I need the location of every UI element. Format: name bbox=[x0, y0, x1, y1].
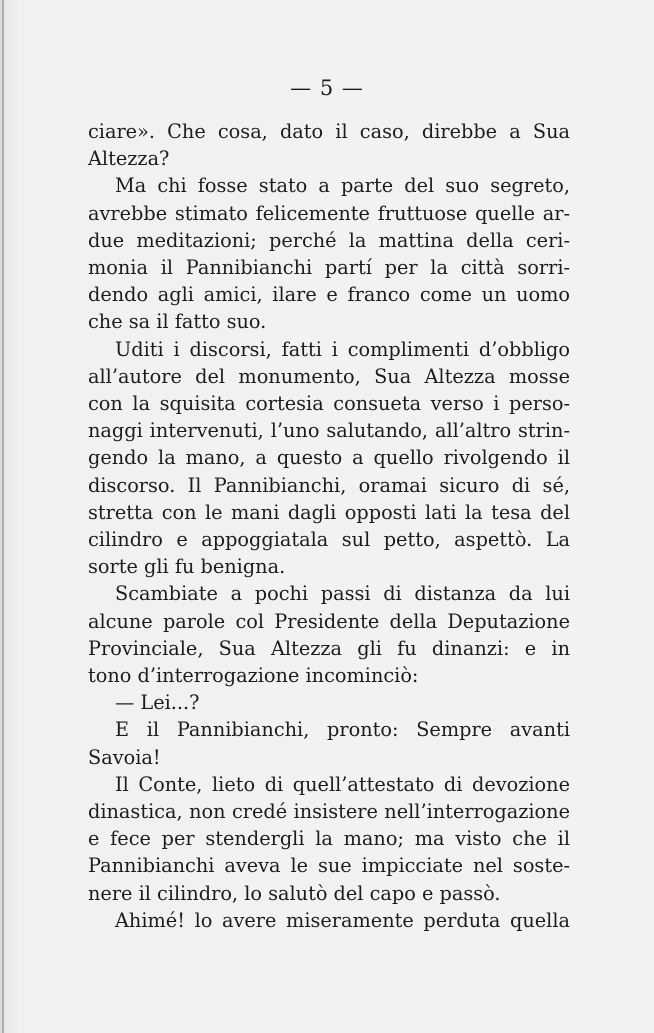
text-line: — Lei...? bbox=[115, 691, 200, 715]
text-line: Savoia! bbox=[88, 745, 161, 769]
text-line: Provinciale, Sua Altezza gli fu dinanzi: e in bbox=[88, 636, 570, 660]
text-line: tono d’interrogazione incominciò: bbox=[88, 664, 419, 688]
page-number: — 5 — bbox=[290, 76, 364, 100]
text-line: monia il Pannibianchi partí per la città sorri- bbox=[88, 256, 570, 280]
text-line: Uditi i discorsi, fatti i complimenti d’obbligo bbox=[115, 337, 570, 361]
text-line: Pannibianchi aveva le sue impicciate nel soste- bbox=[88, 854, 570, 878]
text-line: Ma chi fosse stato a parte del suo segreto, bbox=[115, 174, 570, 198]
text-line: discorso. Il Pannibianchi, oramai sicuro di sé, bbox=[88, 473, 570, 497]
text-line: alcune parole col Presidente della Deputazione bbox=[88, 609, 570, 633]
text-line: Scambiate a pochi passi di distanza da lui bbox=[115, 582, 570, 606]
text-line: cilindro e appoggiatala sul petto, aspettò. La bbox=[88, 528, 570, 552]
text-line: con la squisita cortesia consueta verso i perso- bbox=[88, 392, 570, 416]
text-line: Ahimé! lo avere miseramente perduta quella bbox=[115, 908, 570, 932]
text-line: due meditazioni; perché la mattina della ceri- bbox=[88, 228, 570, 252]
text-line: dinastica, non credé insistere nell’interrogazione bbox=[88, 800, 570, 824]
text-line: e fece per stendergli la mano; ma visto che il bbox=[88, 827, 570, 851]
text-line: naggi intervenuti, l’uno salutando, all’altro strin- bbox=[88, 419, 570, 443]
body-text bbox=[88, 118, 570, 934]
text-line: che sa il fatto suo. bbox=[88, 310, 267, 334]
text-line: nere il cilindro, lo salutò del capo e passò. bbox=[88, 881, 501, 905]
text-line: dendo agli amici, ilare e franco come un uomo bbox=[88, 283, 570, 307]
text-line: E il Pannibianchi, pronto: Sempre avanti bbox=[115, 718, 570, 742]
text-line: all’autore del monumento, Sua Altezza mosse bbox=[88, 364, 570, 388]
text-line: Altezza? bbox=[88, 147, 170, 171]
text-line: Il Conte, lieto di quell’attestato di devozione bbox=[115, 772, 570, 796]
text-line: ciare». Che cosa, dato il caso, direbbe a Sua bbox=[88, 120, 570, 143]
page-edge bbox=[2, 0, 4, 1033]
text-line: sorte gli fu benigna. bbox=[88, 555, 286, 579]
text-line: gendo la mano, a questo a quello rivolgendo il bbox=[88, 446, 570, 470]
text-line: avrebbe stimato felicemente fruttuose quelle ar- bbox=[88, 201, 570, 225]
text-line: stretta con le mani dagli opposti lati la tesa del bbox=[88, 500, 570, 524]
